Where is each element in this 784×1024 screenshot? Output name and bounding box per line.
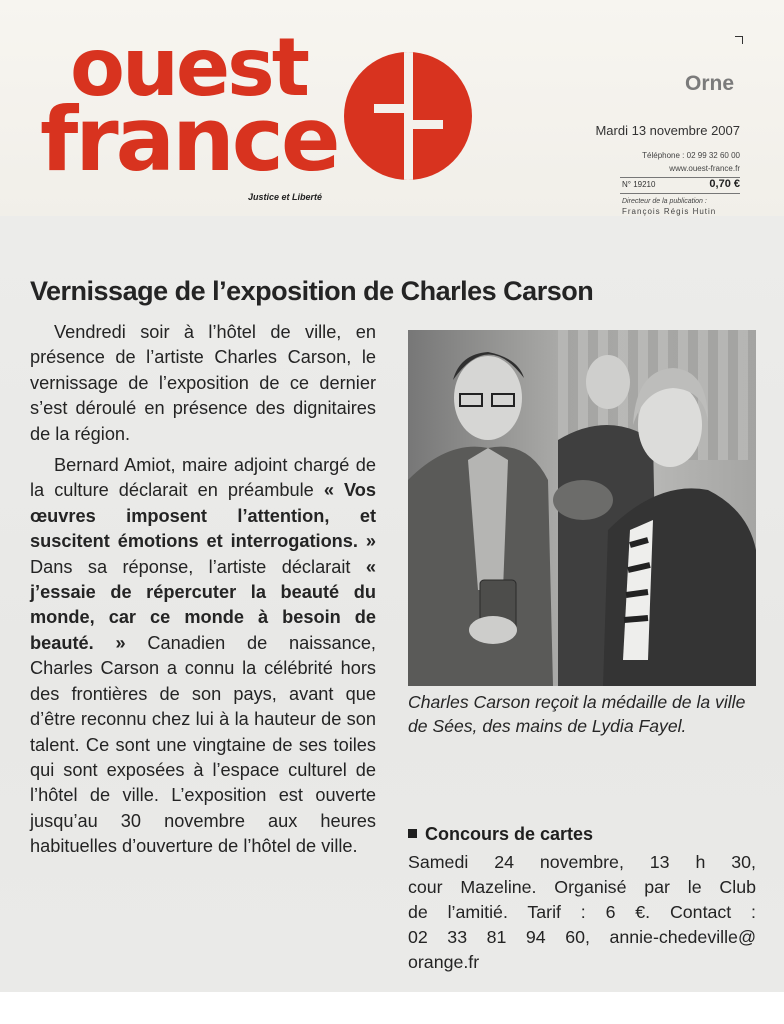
logo-word-france: france: [40, 88, 338, 191]
brief-line: Samedi 24 novembre, 13 h 30,: [408, 852, 756, 872]
brief-line: 02 33 81 94 60, annie-chedeville@: [408, 927, 756, 947]
price: 0,70 €: [709, 178, 740, 190]
divider: [620, 193, 740, 194]
brief-line: de l’amitié. Tarif : 6 €. Contact :: [408, 902, 756, 922]
paragraph-1: Vendredi soir à l’hôtel de ville, en présence de l’artiste Charles Carson, le vernissage de l’exposition de ce dernier s’est déroulé en présence des dignitaires de la région.: [30, 322, 376, 444]
article: [0, 216, 784, 992]
logo-word-ouest: ouest: [70, 21, 308, 114]
masthead: [0, 0, 784, 216]
brief-line: cour Mazeline. Organisé par le Club: [408, 877, 756, 897]
corner-crop-mark: [735, 36, 743, 44]
paragraph-2-end: Canadien de naissance, Charles Carson a connu la célébrité hors des frontières de son pays, avant que d’être reconnu chez lui à la hauteur de son talent. Ce sont une vingtaine de ses toiles qui sont exposées à l’espace culturel de l’hôtel de ville. L’exposition est ouverte jusqu’au 30 novembre aux heures habituelles d’ouverture de l’hôtel de ville.: [30, 632, 376, 857]
article-body: [30, 320, 376, 860]
logo-disc-icon: [344, 52, 472, 180]
quote-mayor: « Vos œuvres imposent l’attention, et suscitent émotions et interrogations. »: [30, 480, 376, 552]
website: www.ouest-france.fr: [669, 164, 740, 173]
paragraph-2-middle: Dans sa réponse, l’artiste déclarait: [30, 556, 366, 577]
square-bullet-icon: [408, 829, 417, 838]
brief-title-text: Concours de cartes: [425, 824, 594, 844]
edition-region: Orne: [684, 72, 734, 95]
article-photo: [408, 330, 756, 686]
issue-number: N° 19210: [622, 180, 656, 189]
director-label: Directeur de la publication :: [622, 198, 707, 205]
phone-number: Téléphone : 02 99 32 60 00: [642, 151, 740, 160]
paragraph-2: [30, 453, 376, 860]
article-headline: Vernissage de l’exposition de Charles Carson: [30, 276, 594, 306]
director-name: François Régis Hutin: [622, 207, 717, 216]
brief-body: [408, 850, 756, 975]
paragraph-2-intro: Bernard Amiot, maire adjoint chargé de la culture déclarait en préambule: [30, 455, 376, 501]
issue-date: Mardi 13 novembre 2007: [595, 123, 740, 138]
newspaper-motto: Justice et Liberté: [248, 192, 323, 202]
brief-line: orange.fr: [408, 952, 480, 972]
quote-artist: « j’essaie de répercuter la beauté du monde, car ce monde à besoin de beauté. »: [30, 556, 376, 653]
brief-title: [408, 824, 593, 845]
photo-caption: Charles Carson reçoit la médaille de la ville de Sées, des mains de Lydia Fayel.: [408, 692, 746, 736]
